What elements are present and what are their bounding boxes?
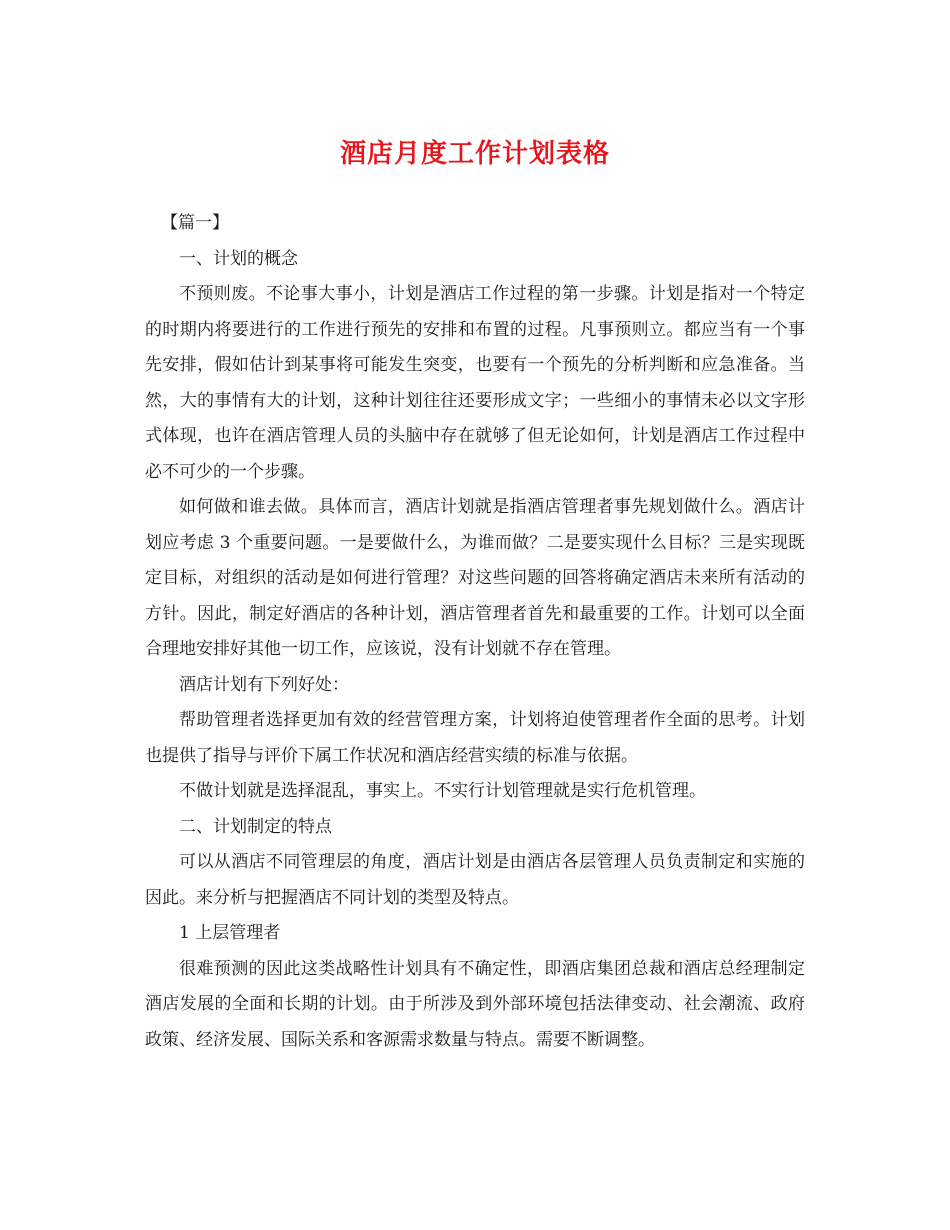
- document-title: 酒店月度工作计划表格: [339, 139, 610, 169]
- section-heading: 二、计划制定的特点: [179, 816, 332, 837]
- paragraph: 很难预测的因此这类战略性计划具有不确定性，即酒店集团总裁和酒店总经理制定酒店发展的全面和长期的计划。由于所涉及到外部环境包括法律变动、社会潮流、政府政策、经济发展、国际关系和客源需求数量与特点。需要不断调整。: [145, 958, 805, 1050]
- section-label: 【篇一】: [161, 213, 229, 233]
- paragraph: 酒店计划有下列好处：: [179, 674, 349, 695]
- paragraph: 不预则废。不论事大事小，计划是酒店工作过程的第一步骤。计划是指对一个特定的时期内将要进行的工作进行预先的安排和布置的过程。凡事预则立。都应当有一个事先安排，假如估计到某事将可能发生突变，也要有一个预先的分析判断和应急准备。当然，大的事情有大的计划，这种计划往往还要形成文字；一些细小的事情未必以文字形式体现，也许在酒店管理人员的头脑中存在就够了但无论如何，计划是酒店工作过程中必不可少的一个步骤。: [145, 284, 805, 482]
- subsection-heading: 1 上层管理者: [179, 923, 281, 943]
- paragraph: 不做计划就是选择混乱，事实上。不实行计划管理就是实行危机管理。: [179, 781, 706, 801]
- paragraph: 帮助管理者选择更加有效的经营管理方案，计划将迫使管理者作全面的思考。计划也提供了指导与评价下属工作状况和酒店经营实绩的标准与依据。: [145, 710, 805, 766]
- paragraph: 如何做和谁去做。具体而言，酒店计划就是指酒店管理者事先规划做什么。酒店计划应考虑 3 个重要问题。一是要做什么，为谁而做？二是要实现什么目标？三是实现既定目标，对组织的活动是如何进行管理？对这些问题的回答将确定酒店未来所有活动的方针。因此，制定好酒店的各种计划，酒店管理者首先和最重要的工作。计划可以全面合理地安排好其他一切工作，应该说，没有计划就不存在管理。: [145, 497, 805, 659]
- section-heading: 一、计划的概念: [179, 248, 298, 269]
- document-body: [145, 206, 805, 1058]
- paragraph: 可以从酒店不同管理层的角度，酒店计划是由酒店各层管理人员负责制定和实施的因此。来分析与把握酒店不同计划的类型及特点。: [145, 852, 805, 908]
